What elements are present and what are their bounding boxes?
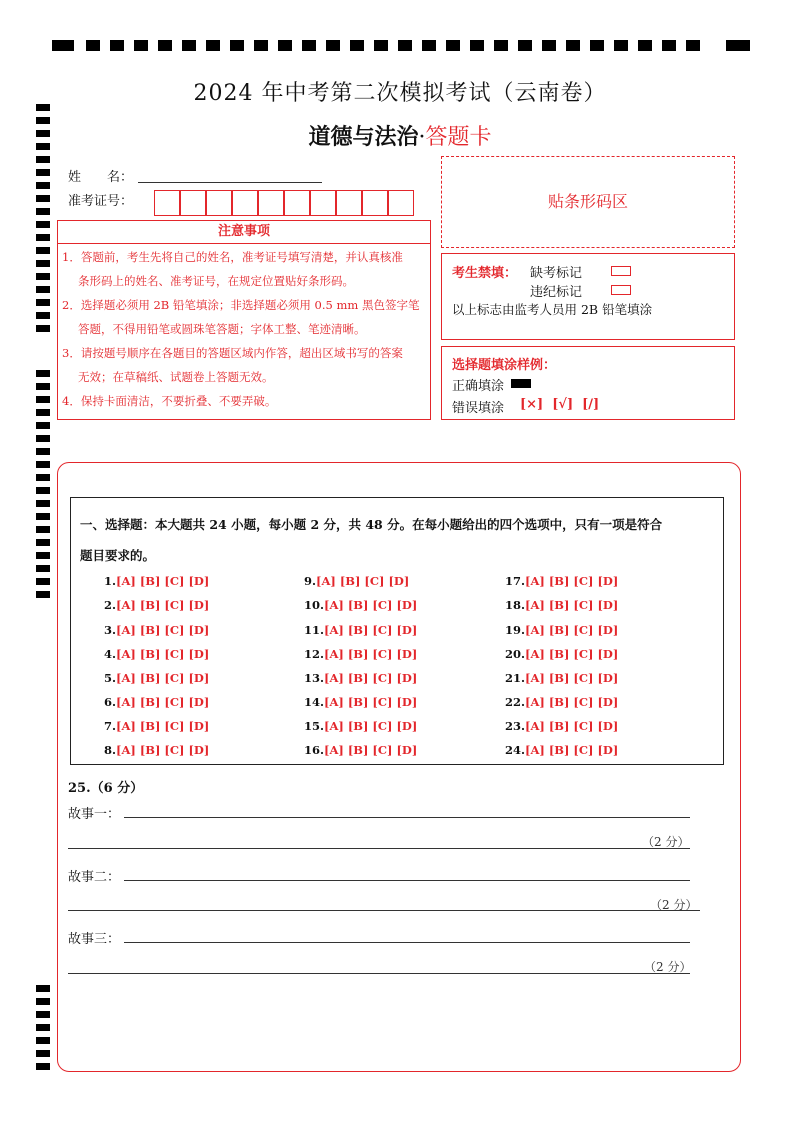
question-number: 20. bbox=[505, 647, 526, 661]
timing-mark bbox=[36, 1011, 50, 1018]
choice-options[interactable]: [A] [B] [C] [D] bbox=[116, 574, 210, 588]
question-number: 21. bbox=[505, 671, 526, 685]
timing-mark bbox=[134, 40, 148, 51]
absent-mark-label: 缺考标记 bbox=[530, 266, 583, 281]
exam-id-label: 准考证号： bbox=[68, 194, 134, 209]
timing-mark bbox=[36, 286, 50, 293]
timing-mark bbox=[36, 396, 50, 403]
barcode-area-label: 贴条形码区 bbox=[547, 192, 628, 211]
choice-row[interactable] bbox=[104, 695, 209, 709]
choice-options[interactable]: [A] [B] [C] [D] bbox=[116, 671, 210, 685]
card-subtitle bbox=[0, 120, 800, 151]
exam-id-digit-box[interactable] bbox=[388, 190, 414, 216]
exam-id-digit-box[interactable] bbox=[206, 190, 232, 216]
timing-mark bbox=[36, 435, 50, 442]
story1-points: （2 分） bbox=[642, 835, 690, 849]
timing-mark bbox=[326, 40, 340, 51]
timing-mark bbox=[36, 273, 50, 280]
story3-label: 故事三： bbox=[68, 932, 121, 947]
notice-header bbox=[57, 220, 431, 244]
timing-mark bbox=[182, 40, 196, 51]
timing-mark bbox=[36, 370, 50, 377]
timing-mark bbox=[206, 40, 220, 51]
exam-id-digit-box[interactable] bbox=[180, 190, 206, 216]
card-label: 答题卡 bbox=[425, 125, 492, 150]
choice-row[interactable] bbox=[304, 647, 417, 661]
choice-row[interactable] bbox=[304, 671, 417, 685]
timing-mark bbox=[36, 985, 50, 992]
timing-mark bbox=[278, 40, 292, 51]
choice-row[interactable] bbox=[505, 695, 618, 709]
title-separator: · bbox=[418, 125, 426, 150]
question-number: 11. bbox=[304, 623, 325, 637]
fill-example-heading: 选择题填涂样例： bbox=[452, 358, 557, 373]
choice-options[interactable]: [A] [B] [C] [D] bbox=[324, 695, 418, 709]
timing-mark bbox=[638, 40, 652, 51]
timing-mark bbox=[470, 40, 484, 51]
wrong-fill-label: 错误填涂 bbox=[452, 401, 505, 416]
timing-mark bbox=[36, 526, 50, 533]
timing-mark bbox=[36, 552, 50, 559]
wrong-fill-samples: [×] [√] [/] bbox=[520, 397, 600, 412]
choice-row[interactable] bbox=[104, 623, 209, 637]
question-number: 7. bbox=[104, 719, 117, 733]
timing-mark bbox=[726, 40, 750, 51]
timing-mark bbox=[36, 312, 50, 319]
notice-item: 1．答题前，考生先将自己的姓名，准考证号填写清楚，并认真核准 bbox=[62, 250, 403, 264]
timing-mark bbox=[446, 40, 460, 51]
choice-row[interactable] bbox=[304, 623, 417, 637]
exam-id-digit-box[interactable] bbox=[336, 190, 362, 216]
question-number: 9. bbox=[304, 574, 317, 588]
timing-mark bbox=[36, 1024, 50, 1031]
name-label: 姓 名： bbox=[68, 170, 134, 185]
question-number: 14. bbox=[304, 695, 325, 709]
choice-options[interactable]: [A] [B] [C] [D] bbox=[324, 719, 418, 733]
timing-mark bbox=[36, 383, 50, 390]
question-number: 23. bbox=[505, 719, 526, 733]
choice-options[interactable]: [A] [B] [C] [D] bbox=[525, 574, 619, 588]
story1-answer-line[interactable] bbox=[124, 817, 690, 818]
timing-mark bbox=[36, 221, 50, 228]
question-number: 4. bbox=[104, 647, 117, 661]
choice-options[interactable]: [A] [B] [C] [D] bbox=[316, 574, 410, 588]
question-number: 1. bbox=[104, 574, 117, 588]
timing-mark bbox=[542, 40, 556, 51]
choice-options[interactable]: [A] [B] [C] [D] bbox=[116, 598, 210, 612]
choice-row[interactable] bbox=[104, 719, 209, 733]
question-number: 19. bbox=[505, 623, 526, 637]
choice-options[interactable]: [A] [B] [C] [D] bbox=[525, 598, 619, 612]
timing-mark bbox=[36, 182, 50, 189]
timing-mark bbox=[36, 998, 50, 1005]
question-number: 24. bbox=[505, 743, 526, 757]
timing-mark bbox=[36, 247, 50, 254]
timing-mark bbox=[36, 325, 50, 332]
timing-mark bbox=[36, 578, 50, 585]
timing-mark bbox=[36, 1063, 50, 1070]
choice-options[interactable]: [A] [B] [C] [D] bbox=[116, 647, 210, 661]
question-number: 13. bbox=[304, 671, 325, 685]
choice-row[interactable] bbox=[505, 598, 618, 612]
choice-row[interactable] bbox=[304, 598, 417, 612]
choice-section-instructions: 一、选择题：本大题共 24 小题，每小题 2 分，共 48 分。在每小题给出的四个选项中，只有一项是符合 bbox=[80, 517, 663, 532]
timing-mark bbox=[566, 40, 580, 51]
choice-options[interactable]: [A] [B] [C] [D] bbox=[324, 671, 418, 685]
choice-row[interactable] bbox=[505, 623, 618, 637]
timing-mark bbox=[86, 40, 100, 51]
choice-options[interactable]: [A] [B] [C] [D] bbox=[525, 623, 619, 637]
forbidden-label: 考生禁填： bbox=[452, 266, 518, 281]
choice-options[interactable]: [A] [B] [C] [D] bbox=[116, 623, 210, 637]
timing-mark bbox=[36, 461, 50, 468]
choice-options[interactable]: [A] [B] [C] [D] bbox=[525, 671, 619, 685]
exam-id-digit-box[interactable] bbox=[258, 190, 284, 216]
barcode-area bbox=[441, 156, 735, 248]
question-number: 16. bbox=[304, 743, 325, 757]
timing-mark bbox=[518, 40, 532, 51]
choice-options[interactable]: [A] [B] [C] [D] bbox=[116, 695, 210, 709]
question-number: 17. bbox=[505, 574, 526, 588]
question-number: 8. bbox=[104, 743, 117, 757]
story2-answer-line-2[interactable] bbox=[68, 910, 700, 911]
timing-mark bbox=[36, 539, 50, 546]
choice-options[interactable]: [A] [B] [C] [D] bbox=[525, 743, 619, 757]
story3-points: （2 分） bbox=[644, 960, 692, 974]
timing-mark bbox=[374, 40, 388, 51]
choice-options[interactable]: [A] [B] [C] [D] bbox=[116, 743, 210, 757]
story1-answer-line-2[interactable] bbox=[68, 848, 690, 849]
story3-answer-line-2[interactable] bbox=[68, 973, 690, 974]
timing-mark bbox=[36, 409, 50, 416]
story2-label: 故事二： bbox=[68, 870, 121, 885]
timing-mark bbox=[36, 487, 50, 494]
choice-options[interactable]: [A] [B] [C] [D] bbox=[116, 719, 210, 733]
timing-mark bbox=[36, 1037, 50, 1044]
notice-item: 条形码上的姓名、准考证号，在规定位置贴好条形码。 bbox=[78, 274, 354, 288]
choice-row[interactable] bbox=[505, 574, 618, 588]
choice-row[interactable] bbox=[304, 743, 417, 757]
choice-section-instructions-cont: 题目要求的。 bbox=[80, 548, 156, 563]
exam-id-digit-box[interactable] bbox=[310, 190, 336, 216]
subject-name: 道德与法治 bbox=[308, 124, 419, 150]
timing-mark bbox=[52, 40, 74, 51]
timing-mark bbox=[36, 565, 50, 572]
choice-row[interactable] bbox=[505, 743, 618, 757]
choice-options[interactable]: [A] [B] [C] [D] bbox=[525, 695, 619, 709]
timing-mark bbox=[36, 169, 50, 176]
story1-label: 故事一： bbox=[68, 807, 121, 822]
notice-item: 2．选择题必须用 2B 铅笔填涂；非选择题必须用 0.5 mm 黑色签字笔 bbox=[62, 298, 420, 312]
notice-heading: 注意事项 bbox=[217, 224, 270, 239]
timing-mark bbox=[36, 500, 50, 507]
timing-mark bbox=[110, 40, 124, 51]
choice-options[interactable]: [A] [B] [C] [D] bbox=[525, 647, 619, 661]
choice-options[interactable]: [A] [B] [C] [D] bbox=[324, 598, 418, 612]
choice-row[interactable] bbox=[304, 695, 417, 709]
choice-row[interactable] bbox=[104, 574, 209, 588]
question-number: 6. bbox=[104, 695, 117, 709]
story3-answer-line[interactable] bbox=[124, 942, 690, 943]
timing-mark bbox=[36, 474, 50, 481]
timing-mark bbox=[36, 195, 50, 202]
timing-mark bbox=[494, 40, 508, 51]
choice-row[interactable] bbox=[104, 743, 209, 757]
question-number: 22. bbox=[505, 695, 526, 709]
correct-fill-sample bbox=[511, 379, 531, 388]
notice-item: 3．请按题号顺序在各题目的答题区域内作答，超出区域书写的答案 bbox=[62, 346, 403, 360]
choice-options[interactable]: [A] [B] [C] [D] bbox=[324, 647, 418, 661]
timing-mark bbox=[36, 156, 50, 163]
name-field[interactable] bbox=[138, 182, 322, 183]
notice-item: 无效；在草稿纸、试题卷上答题无效。 bbox=[78, 370, 274, 384]
timing-mark bbox=[36, 448, 50, 455]
question-number: 18. bbox=[505, 598, 526, 612]
choice-row[interactable] bbox=[505, 719, 618, 733]
question-number: 3. bbox=[104, 623, 117, 637]
notice-item: 答题，不得用铅笔或圆珠笔答题；字体工整、笔迹清晰。 bbox=[78, 322, 366, 336]
timing-mark bbox=[614, 40, 628, 51]
timing-mark bbox=[302, 40, 316, 51]
question-number: 10. bbox=[304, 598, 325, 612]
timing-mark bbox=[590, 40, 604, 51]
choice-row[interactable] bbox=[104, 647, 209, 661]
timing-mark bbox=[422, 40, 436, 51]
question-number: 2. bbox=[104, 598, 117, 612]
choice-row[interactable] bbox=[505, 647, 618, 661]
violation-mark-label: 违纪标记 bbox=[530, 285, 583, 300]
choice-row[interactable] bbox=[104, 598, 209, 612]
exam-id-digit-box[interactable] bbox=[362, 190, 388, 216]
story2-answer-line[interactable] bbox=[124, 880, 690, 881]
story2-points: （2 分） bbox=[650, 898, 698, 912]
correct-fill-label: 正确填涂 bbox=[452, 379, 505, 394]
timing-mark bbox=[158, 40, 172, 51]
timing-mark bbox=[36, 234, 50, 241]
choice-row[interactable] bbox=[304, 719, 417, 733]
forbidden-note: 以上标志由监考人员用 2B 铅笔填涂 bbox=[452, 302, 653, 317]
exam-title: 2024 年中考第二次模拟考试（云南卷） bbox=[193, 81, 607, 106]
timing-mark bbox=[36, 422, 50, 429]
timing-mark bbox=[36, 260, 50, 267]
absent-mark-box[interactable] bbox=[611, 266, 631, 276]
timing-mark bbox=[36, 1050, 50, 1057]
choice-options[interactable]: [A] [B] [C] [D] bbox=[525, 719, 619, 733]
choice-row[interactable] bbox=[505, 671, 618, 685]
q25-title: 25.（6 分） bbox=[68, 781, 144, 796]
timing-mark bbox=[36, 208, 50, 215]
violation-mark-box[interactable] bbox=[611, 285, 631, 295]
choice-row[interactable] bbox=[104, 671, 209, 685]
question-number: 5. bbox=[104, 671, 117, 685]
timing-mark bbox=[662, 40, 676, 51]
exam-id-digit-box[interactable] bbox=[284, 190, 310, 216]
notice-item: 4．保持卡面清洁，不要折叠、不要弄破。 bbox=[62, 394, 277, 408]
choice-options[interactable]: [A] [B] [C] [D] bbox=[324, 623, 418, 637]
exam-id-digit-box[interactable] bbox=[232, 190, 258, 216]
question-number: 12. bbox=[304, 647, 325, 661]
timing-mark bbox=[36, 299, 50, 306]
timing-mark bbox=[398, 40, 412, 51]
question-number: 15. bbox=[304, 719, 325, 733]
exam-id-digit-box[interactable] bbox=[154, 190, 180, 216]
timing-mark bbox=[350, 40, 364, 51]
timing-mark bbox=[36, 513, 50, 520]
timing-mark bbox=[36, 591, 50, 598]
timing-mark bbox=[686, 40, 700, 51]
timing-mark bbox=[254, 40, 268, 51]
choice-row[interactable] bbox=[304, 574, 409, 588]
choice-options[interactable]: [A] [B] [C] [D] bbox=[324, 743, 418, 757]
timing-mark bbox=[230, 40, 244, 51]
